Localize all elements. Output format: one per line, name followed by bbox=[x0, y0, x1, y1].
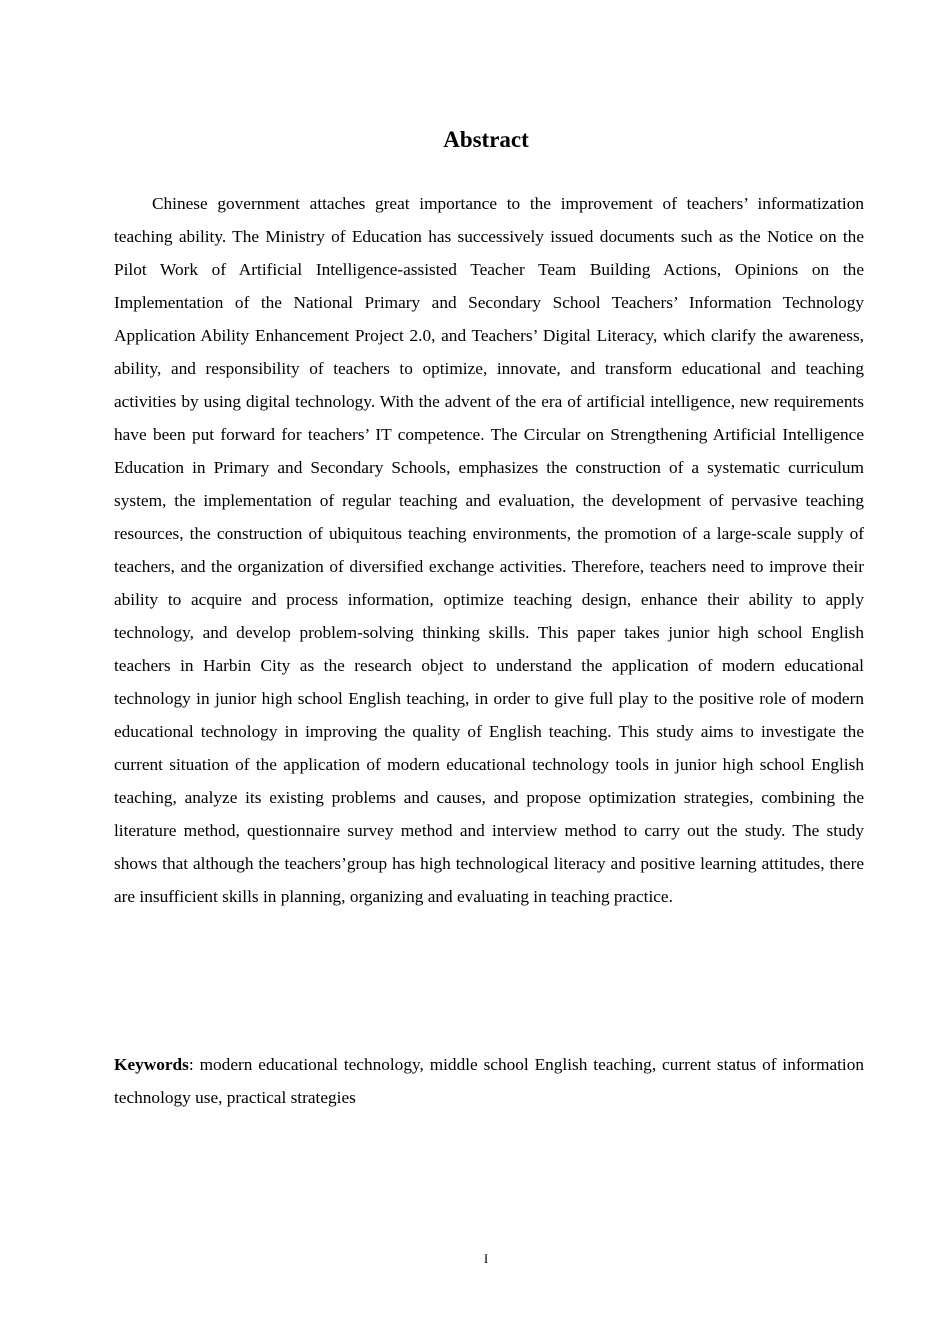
keywords-text: modern educational technology, middle school English teaching, current status of information technology use, practical strategies bbox=[114, 1055, 864, 1107]
keywords-separator: : bbox=[188, 1055, 200, 1074]
abstract-paragraph: Chinese government attaches great importance to the improvement of teachers’ informatization teaching ability. The Ministry of Education has successively issued documents such as the Notice on the Pilot Work of Artificial Intelligence-assisted Teacher Team Building Actions, Opinions on the Implementation of the National Primary and Secondary School Teachers’ Information Technology Application Ability Enhancement Project 2.0, and Teachers’ Digital Literacy, which clarify the awareness, ability, and responsibility of teachers to optimize, innovate, and transform educational and teaching activities by using digital technology. With the advent of the era of artificial intelligence, new requirements have been put forward for teachers’ IT competence. The Circular on Strengthening Artificial Intelligence Education in Primary and Secondary Schools, emphasizes the construction of a systematic curriculum system, the implementation of regular teaching and evaluation, the development of pervasive teaching resources, the construction of ubiquitous teaching environments, the promotion of a large-scale supply of teachers, and the organization of diversified exchange activities. Therefore, teachers need to improve their ability to acquire and process information, optimize teaching design, enhance their ability to apply technology, and develop problem-solving thinking skills. This paper takes junior high school English teachers in Harbin City as the research object to understand the application of modern educational technology in junior high school English teaching, in order to give full play to the positive role of modern educational technology in improving the quality of English teaching. This study aims to investigate the current situation of the application of modern educational technology tools in junior high school English teaching, analyze its existing problems and causes, and propose optimization strategies, combining the literature method, questionnaire survey method and interview method to carry out the study. The study shows that although the teachers’group has high technological literacy and positive learning attitudes, there are insufficient skills in planning, organizing and evaluating in teaching practice. bbox=[114, 194, 864, 906]
abstract-title: Abstract bbox=[443, 127, 529, 152]
keywords-paragraph bbox=[114, 1048, 864, 1114]
page-number: I bbox=[483, 1251, 489, 1266]
keywords-label: Keywords bbox=[114, 1055, 189, 1074]
